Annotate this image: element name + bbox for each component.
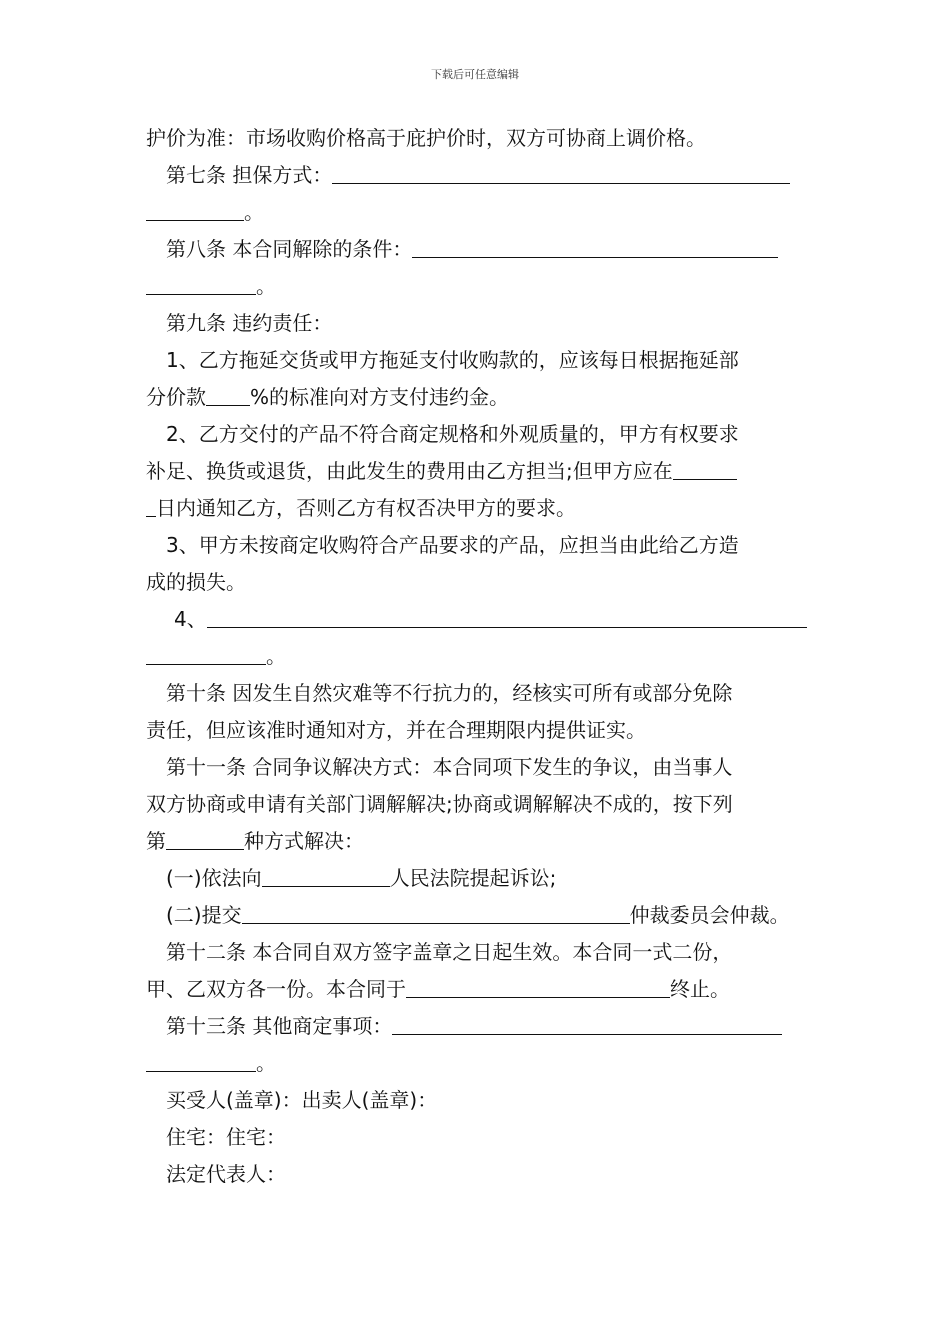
- paragraph-line: [146, 379, 806, 416]
- blank-field: [146, 1049, 256, 1072]
- paragraph-line: 2、乙方交付的产品不符合商定规格和外观质量的，甲方有权要求: [166, 422, 739, 446]
- signature-parties: 买受人(盖章)：出卖人(盖章)：: [166, 1088, 438, 1112]
- period: 。: [244, 200, 264, 224]
- article-11: 第十一条 合同争议解决方式：本合同项下发生的争议，由当事人: [166, 755, 733, 779]
- text-segment: 人民法院提起诉讼;: [389, 866, 557, 890]
- paragraph-line: [146, 860, 806, 897]
- paragraph-line: 3、甲方未按商定收购符合产品要求的产品，应担当由此给乙方造: [166, 533, 739, 557]
- article-8-termination: [146, 231, 806, 268]
- text-segment: 种方式解决：: [244, 829, 364, 853]
- article-10: 第十条 因发生自然灾难等不行抗力的，经核实可所有或部分免除: [166, 681, 733, 705]
- period: 。: [256, 1051, 276, 1075]
- paragraph-line: [146, 268, 806, 305]
- paragraph-line: [146, 490, 806, 527]
- blank-field: [166, 827, 244, 850]
- blank-field: [146, 642, 266, 665]
- paragraph-line: [146, 601, 806, 638]
- text-segment: (一)依法向: [166, 866, 262, 890]
- blank-field: [206, 383, 250, 406]
- text-segment: (二)提交: [166, 903, 242, 927]
- paragraph-line: [146, 453, 806, 490]
- page-header: 下载后可任意编辑: [431, 68, 519, 81]
- text-segment: 第: [146, 829, 166, 853]
- paragraph-line: [146, 638, 806, 675]
- paragraph-line: [146, 971, 806, 1008]
- blank-field: [242, 901, 630, 924]
- paragraph-line: 成的损失。: [146, 570, 246, 594]
- blank-field: [146, 494, 156, 517]
- blank-field: [673, 457, 737, 480]
- article-9-title: 第九条 违约责任：: [166, 311, 333, 335]
- paragraph-line: [146, 1045, 806, 1082]
- article-8-label: 第八条 本合同解除的条件：: [166, 237, 413, 261]
- period: 。: [256, 274, 276, 298]
- paragraph-line: 护价为准：市场收购价格高于庇护价时，双方可协商上调价格。: [146, 126, 706, 150]
- contract-body: [146, 120, 806, 1193]
- paragraph-line: 1、乙方拖延交货或甲方拖延支付收购款的，应该每日根据拖延部: [166, 348, 739, 372]
- article-12: 第十二条 本合同自双方签字盖章之日起生效。本合同一式二份，: [166, 940, 733, 964]
- paragraph-line: [146, 823, 806, 860]
- text-segment: 日内通知乙方，否则乙方有权否决甲方的要求。: [156, 496, 576, 520]
- period: 。: [266, 644, 286, 668]
- paragraph-line: 责任，但应该准时通知对方，并在合理期限内提供证实。: [146, 718, 646, 742]
- paragraph-line: [146, 897, 806, 934]
- paragraph-line: 双方协商或申请有关部门调解解决;协商或调解解决不成的，按下列: [146, 792, 733, 816]
- paragraph-line: [146, 194, 806, 231]
- blank-field: [146, 198, 244, 221]
- blank-field: [412, 235, 778, 258]
- text-segment: 仲裁委员会仲裁。: [629, 903, 790, 927]
- article-13-label: 第十三条 其他商定事项：: [166, 1014, 393, 1038]
- blank-field: [207, 605, 807, 628]
- blank-field: [392, 1012, 782, 1035]
- text-segment: %的标准向对方支付违约金。: [250, 385, 510, 409]
- blank-field: [406, 975, 670, 998]
- article-13: [146, 1008, 806, 1045]
- article-7-label: 第七条 担保方式：: [166, 163, 333, 187]
- article-7-guarantee: [146, 157, 806, 194]
- text-segment: 甲、乙双方各一份。本合同于: [146, 977, 406, 1001]
- blank-field: [262, 864, 390, 887]
- blank-field: [146, 272, 256, 295]
- legal-representative: 法定代表人：: [166, 1162, 286, 1186]
- blank-field: [332, 161, 790, 184]
- text-segment: 补足、换货或退货，由此发生的费用由乙方担当;但甲方应在: [146, 459, 673, 483]
- text-segment: 终止。: [670, 977, 730, 1001]
- text-segment: 分价款: [146, 385, 206, 409]
- text-segment: 4、: [174, 607, 207, 631]
- address-line: 住宅：住宅：: [166, 1125, 286, 1149]
